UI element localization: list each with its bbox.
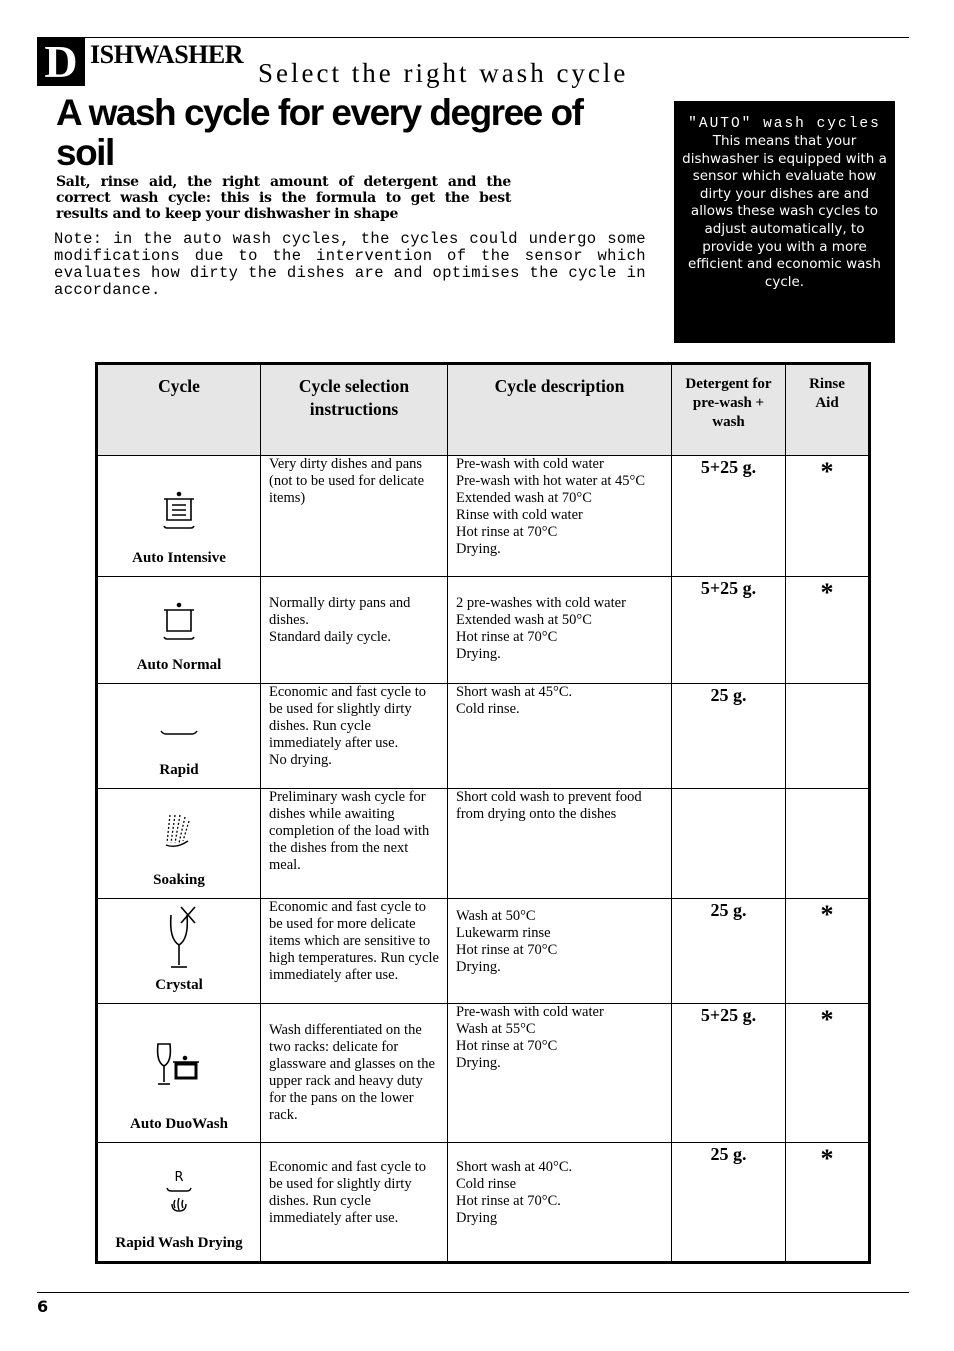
cycle-name: Soaking [153, 872, 205, 888]
cycle-description: Short wash at 45°C. Cold rinse. [448, 684, 672, 789]
rinse-aid-mark: * [786, 456, 870, 577]
table-row [97, 899, 870, 1004]
headline: A wash cycle for every degree of soil [56, 92, 583, 173]
page-subtitle: Select the right wash cycle [258, 58, 629, 88]
detergent-amount: 5+25 g. [672, 577, 786, 684]
rinse-aid-mark [786, 789, 870, 899]
rinse-aid-mark: * [786, 577, 870, 684]
cycle-description: Short cold wash to prevent food from drying onto the dishes [448, 789, 672, 899]
table-row [97, 1004, 870, 1143]
cycle-name: Rapid Wash Drying [115, 1235, 243, 1251]
rapid-icon [98, 726, 260, 744]
cycle-description: Pre-wash with cold water Pre-wash with hot water at 45°C Extended wash at 70°C Rinse with cold water Hot rinse at 70°C Drying. [448, 456, 672, 577]
detergent-amount: 25 g. [672, 1143, 786, 1263]
cycle-instructions: Economic and fast cycle to be used for slightly dirty dishes. Run cycle immediately after use. No drying. [261, 684, 448, 789]
table-header-row [97, 364, 870, 456]
cycle-name: Crystal [155, 977, 203, 993]
top-rule [37, 37, 909, 38]
cycle-instructions: Economic and fast cycle to be used for slightly dirty dishes. Run cycle immediately after use. [261, 1143, 448, 1263]
detergent-amount: 25 g. [672, 684, 786, 789]
cycle-name: Rapid [159, 762, 199, 778]
cycle-instructions: Economic and fast cycle to be used for more delicate items which are sensitive to high temperatures. Run cycle immediately after use. [261, 899, 448, 1004]
auto-duowash-icon [98, 1040, 260, 1093]
cycle-description: 2 pre-washes with cold water Extended wash at 50°C Hot rinse at 70°C Drying. [448, 577, 672, 684]
soaking-icon [98, 811, 260, 854]
icon-letter: R [174, 1170, 184, 1185]
section-title: ISHWASHER [90, 40, 243, 69]
section-initial: D [37, 38, 85, 86]
rinse-aid-mark: * [786, 1004, 870, 1143]
rinse-aid-mark: * [786, 899, 870, 1004]
cycle-instructions: Wash differentiated on the two racks: delicate for glassware and glasses on the upper rack and heavy duty for the pans on the lower rack. [261, 1004, 448, 1143]
crystal-glass-icon [98, 905, 260, 976]
detergent-amount: 5+25 g. [672, 1004, 786, 1143]
cycle-instructions: Preliminary wash cycle for dishes while awaiting completion of the load with the dishes from the next meal. [261, 789, 448, 899]
table-row [97, 577, 870, 684]
cycle-instructions: Normally dirty pans and dishes. Standard daily cycle. [261, 577, 448, 684]
rinse-aid-mark [786, 684, 870, 789]
auto-info-box [674, 101, 895, 343]
detergent-amount [672, 789, 786, 899]
auto-normal-icon [98, 601, 260, 648]
table-row [97, 684, 870, 789]
wash-cycle-table [95, 362, 871, 1264]
bottom-rule [37, 1292, 909, 1293]
cycle-instructions: Very dirty dishes and pans (not to be used for delicate items) [261, 456, 448, 577]
table-row [97, 1143, 870, 1263]
header-description: Cycle description [448, 364, 672, 456]
auto-intensive-icon [98, 490, 260, 537]
header-detergent: Detergent for pre-wash + wash [672, 364, 786, 456]
header-cycle: Cycle [97, 364, 261, 456]
page-number: 6 [37, 1297, 49, 1316]
cycle-name: Auto Intensive [132, 550, 226, 566]
detergent-amount: 5+25 g. [672, 456, 786, 577]
detergent-amount: 25 g. [672, 899, 786, 1004]
rinse-aid-mark: * [786, 1143, 870, 1263]
cycle-description: Short wash at 40°C. Cold rinse Hot rinse at 70°C. Drying [448, 1143, 672, 1263]
rapid-wash-drying-icon [98, 1171, 260, 1219]
header-rinse-aid: Rinse Aid [786, 364, 870, 456]
cycle-description: Pre-wash with cold water Wash at 55°C Hot rinse at 70°C Drying. [448, 1004, 672, 1143]
note-paragraph: Note: in the auto wash cycles, the cycles could undergo some modifications due to the intervention of the sensor which evaluates how dirty the dishes are and optimises the cycle in accordance. [54, 230, 646, 299]
cycle-name: Auto Normal [136, 657, 222, 673]
auto-box-text: This means that your dishwasher is equipped with a sensor which evaluate how dirty your dishes are and allows these wash cycles to adjust automatically, to provide you with a more efficient and economic wash cycle. [682, 133, 887, 290]
table-row [97, 789, 870, 899]
auto-box-title: "AUTO" wash cycles [688, 116, 881, 132]
header-instructions: Cycle selection instructions [261, 364, 448, 456]
lead-paragraph: Salt, rinse aid, the right amount of detergent and the correct wash cycle: this is the formula to get the best results and to keep your dishwasher in shape [56, 174, 511, 222]
table-row [97, 456, 870, 577]
cycle-name: Auto DuoWash [130, 1116, 228, 1132]
cycle-description: Wash at 50°C Lukewarm rinse Hot rinse at 70°C Drying. [448, 899, 672, 1004]
